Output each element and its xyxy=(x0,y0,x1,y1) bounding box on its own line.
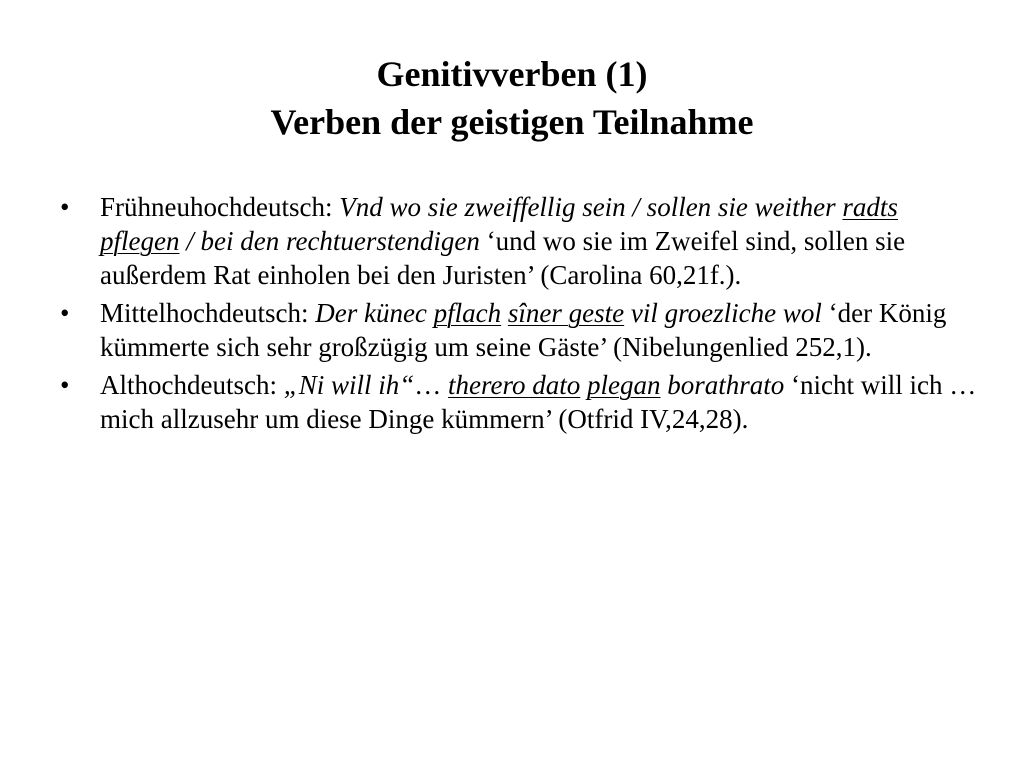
bullet-label: Mittelhochdeutsch: xyxy=(100,298,316,328)
bullet-item xyxy=(58,190,978,292)
slide-title xyxy=(0,50,1024,146)
underlined-verb-phrase: sîner geste xyxy=(507,298,625,328)
bullet-item xyxy=(58,296,978,364)
underlined-verb-phrase: pflach xyxy=(433,298,502,328)
underlined-verb-phrase: pflegen xyxy=(100,226,180,256)
underlined-verb-phrase: plegan xyxy=(587,370,661,400)
underlined-verb-phrase: therero dato xyxy=(448,370,581,400)
title-line-1: Genitivverben (1) xyxy=(376,54,648,94)
bullet-item xyxy=(58,368,978,436)
title-line-2: Verben der geistigen Teilnahme xyxy=(270,102,754,142)
quoted-example-text: / bei den rechtuerstendigen xyxy=(179,226,480,256)
translation-text: ‘und wo sie im Zweifel sind, sollen sie außerdem Rat einholen bei den Juristen’ (Carolina 60,21f.). xyxy=(100,226,906,290)
bullet-label: Frühneuhochdeutsch: xyxy=(100,192,340,222)
bullet-marker: • xyxy=(60,192,70,222)
quoted-example-text: vil groezliche wol xyxy=(624,298,822,328)
bullet-list xyxy=(58,190,978,440)
quoted-example-text: Der künec xyxy=(315,298,434,328)
quoted-example-text: Vnd wo sie zweiffellig sein / sollen sie weither xyxy=(339,192,843,222)
quoted-example-text: borathrato xyxy=(660,370,785,400)
quoted-example-text xyxy=(580,370,587,400)
translation-text: ‘der König kümmerte sich sehr großzügig um seine Gäste’ (Nibelungenlied 252,1). xyxy=(100,298,947,362)
bullet-marker: • xyxy=(60,370,70,400)
bullet-marker: • xyxy=(60,298,70,328)
quoted-example-text xyxy=(501,298,508,328)
translation-text: ‘nicht will ich … mich allzusehr um diese Dinge kümmern’ (Otfrid IV,24,28). xyxy=(100,370,977,434)
quoted-example-text: „Ni will ih“ xyxy=(283,370,415,400)
translation-text: … xyxy=(414,370,449,400)
bullet-label: Althochdeutsch: xyxy=(100,370,284,400)
underlined-verb-phrase: radts xyxy=(842,192,898,222)
